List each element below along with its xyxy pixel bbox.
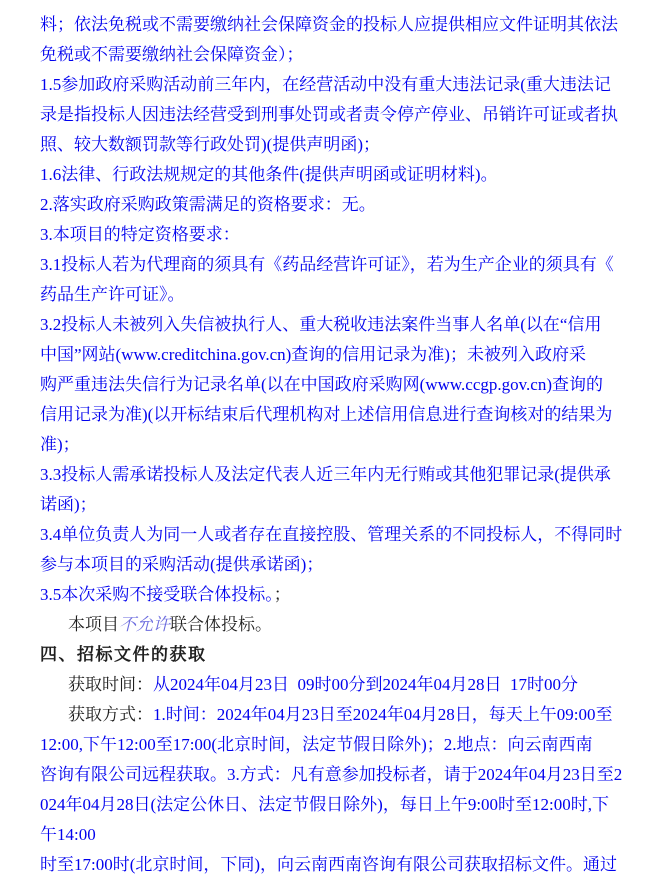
text-segment: 信用记录为准)(以开标结束后代理机构对上述信用信息进行查询核对的结果为 xyxy=(40,405,613,424)
doc-line xyxy=(40,70,631,100)
text-segment: 3.4单位负责人为同一人或者存在直接控股、管理关系的不同投标人，不得同时 xyxy=(40,525,623,544)
doc-line xyxy=(40,760,631,790)
doc-line xyxy=(40,820,631,850)
text-segment: 不允许 xyxy=(119,615,170,634)
doc-line xyxy=(40,310,631,340)
text-segment: 录是指投标人因违法经营受到刑事处罚或者责令停产停业、吊销许可证或者执 xyxy=(40,105,618,124)
doc-line xyxy=(40,370,631,400)
doc-line xyxy=(40,340,631,370)
doc-line xyxy=(40,130,631,160)
text-segment: 3.1投标人若为代理商的须具有《药品经营许可证》，若为生产企业的须具有《 xyxy=(40,255,614,274)
doc-line xyxy=(40,430,631,460)
text-segment: 料；依法免税或不需要缴纳社会保障资金的投标人应提供相应文件证明其依法 xyxy=(40,15,618,34)
text-segment: 12:00,下午12:00至17:00(北京时间，法定节假日除外)；2.地点：向云南西南 xyxy=(40,735,593,754)
text-segment: 参与本项目的采购活动(提供承诺函)； xyxy=(40,555,324,574)
doc-line xyxy=(40,10,631,40)
text-segment: 免税或不需要缴纳社会保障资金）； xyxy=(40,45,304,64)
doc-line xyxy=(40,400,631,430)
text-segment: 获取时间： xyxy=(68,675,153,694)
doc-line xyxy=(40,550,631,580)
text-segment: 获取方式： xyxy=(68,705,153,724)
text-segment: 准)； xyxy=(40,435,80,454)
text-segment: 中国”网站(www.creditchina.gov.cn)查询的信用记录为准)；未被列入政府采 xyxy=(40,345,586,364)
text-segment: 1.时间：2024年04月23日至2024年04月28日，每天上午09:00至 xyxy=(153,705,613,724)
doc-line xyxy=(40,610,631,640)
text-segment: 联合体投标。 xyxy=(170,615,272,634)
doc-line xyxy=(40,580,631,610)
doc-line xyxy=(40,850,631,880)
doc-line xyxy=(40,40,631,70)
text-segment: 3.本项目的特定资格要求： xyxy=(40,225,240,244)
text-segment: 时至17:00时(北京时间，下同)，向云南西南咨询有限公司获取招标文件。通过 xyxy=(40,855,618,874)
doc-line xyxy=(40,520,631,550)
doc-line xyxy=(40,250,631,280)
text-segment: 诺函)； xyxy=(40,495,97,514)
text-segment: 024年04月28日(法定公休日、法定节假日除外)，每日上午9:00时至12:00时,下 xyxy=(40,795,610,814)
doc-line xyxy=(40,670,631,700)
text-segment: 购严重违法失信行为记录名单(以在中国政府采购网(www.ccgp.gov.cn)查询的 xyxy=(40,375,603,394)
text-segment: 咨询有限公司远程获取。3.方式：凡有意参加投标者，请于2024年04月23日至2 xyxy=(40,765,623,784)
doc-line xyxy=(40,460,631,490)
text-segment: 3.2投标人未被列入失信被执行人、重大税收违法案件当事人名单(以在“信用 xyxy=(40,315,602,334)
doc-line xyxy=(40,490,631,520)
doc-line xyxy=(40,190,631,220)
text-segment: 从2024年04月23日 09时00分到2024年04月28日 17时00分 xyxy=(153,675,578,694)
text-segment: 3.5本次采购不接受联合体投标。 xyxy=(40,585,274,604)
text-segment: 午14:00 xyxy=(40,825,96,844)
doc-line xyxy=(40,220,631,250)
doc-line xyxy=(40,100,631,130)
doc-line xyxy=(40,160,631,190)
section-heading xyxy=(40,640,631,670)
text-segment: ； xyxy=(273,585,291,604)
text-segment: 四、招标文件的获取 xyxy=(40,645,207,664)
doc-line xyxy=(40,790,631,820)
doc-line xyxy=(40,280,631,310)
text-segment: 本项目 xyxy=(68,615,119,634)
doc-line xyxy=(40,700,631,730)
text-segment: 药品生产许可证》。 xyxy=(40,285,185,304)
text-segment: 1.6法律、行政法规规定的其他条件(提供声明函或证明材料)。 xyxy=(40,165,498,184)
doc-line xyxy=(40,730,631,760)
text-segment: 1.5参加政府采购活动前三年内，在经营活动中没有重大违法记录(重大违法记 xyxy=(40,75,611,94)
text-segment: 照、较大数额罚款等行政处罚)(提供声明函)； xyxy=(40,135,380,154)
text-segment: 3.3投标人需承诺投标人及法定代表人近三年内无行贿或其他犯罪记录(提供承 xyxy=(40,465,611,484)
text-segment: 2.落实政府采购政策需满足的资格要求：无。 xyxy=(40,195,376,214)
